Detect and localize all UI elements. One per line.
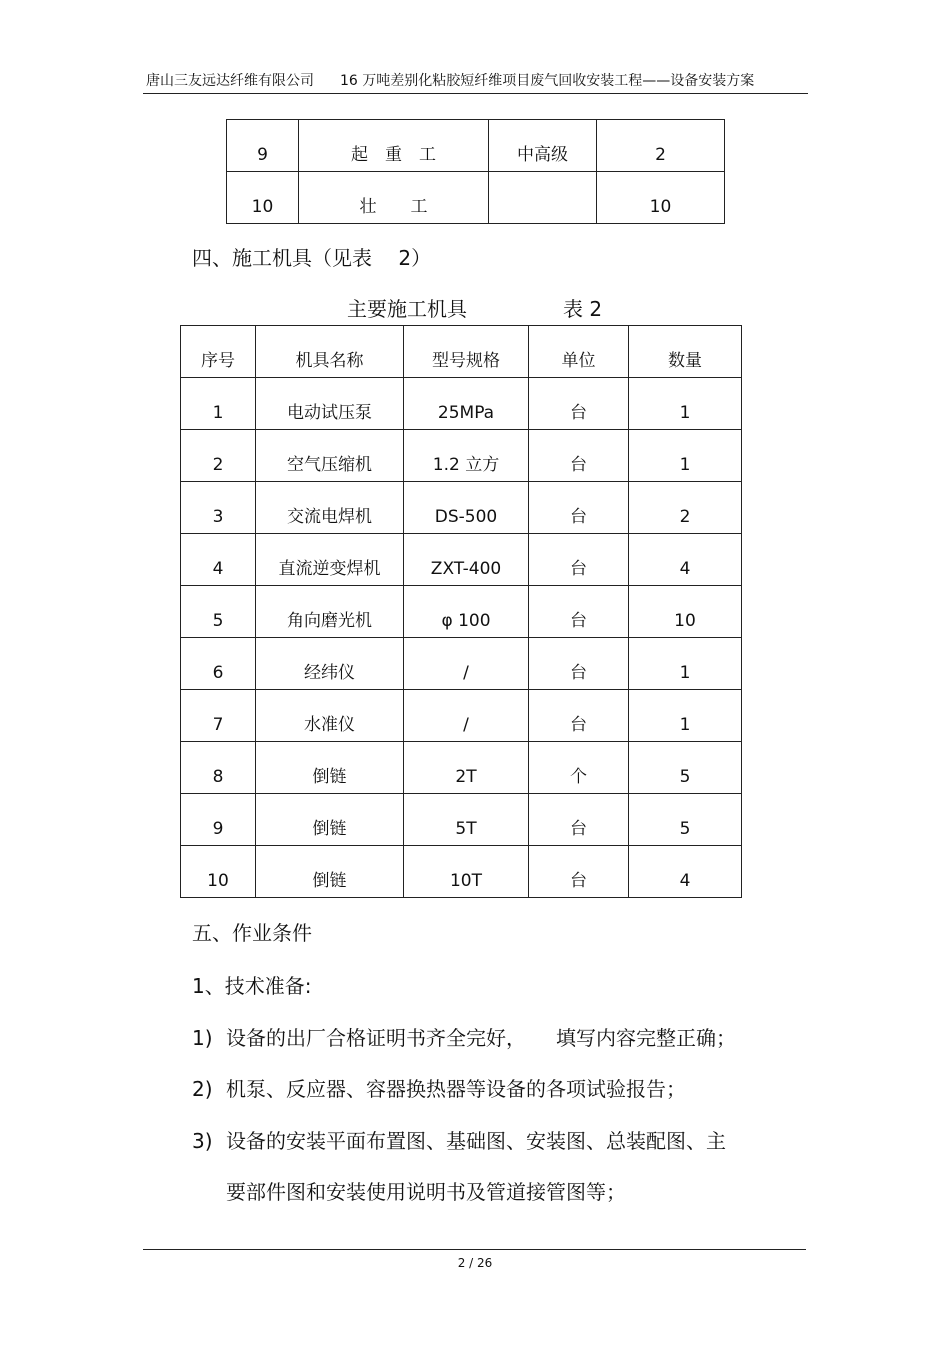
- table-2-title: 主要施工机具: [347, 297, 467, 321]
- table-row: [181, 690, 742, 742]
- header-project-title: 16 万吨差别化粘胶短纤维项目废气回收安装工程——设备安装方案: [340, 73, 755, 89]
- table-cell: 起 重 工: [299, 120, 489, 172]
- table-cell: 台: [529, 430, 629, 482]
- list-item-continuation: 要部件图和安装使用说明书及管道接管图等；: [226, 1180, 626, 1204]
- table-cell: 3: [181, 482, 256, 534]
- table-cell: 9: [227, 120, 299, 172]
- table-cell: 电动试压泵: [256, 378, 404, 430]
- table-cell: 4: [181, 534, 256, 586]
- table-cell: 5: [629, 742, 742, 794]
- table-row: [181, 534, 742, 586]
- table-row: [181, 430, 742, 482]
- column-header: 型号规格: [404, 326, 529, 378]
- table-cell: 7: [181, 690, 256, 742]
- list-item: [192, 1022, 736, 1051]
- footer-divider: [143, 1249, 806, 1250]
- column-header: 单位: [529, 326, 629, 378]
- table-cell: 倒链: [256, 742, 404, 794]
- table-cell: 9: [181, 794, 256, 846]
- table-cell: 台: [529, 794, 629, 846]
- table-row: [181, 742, 742, 794]
- table-cell: 2T: [404, 742, 529, 794]
- table-cell: 台: [529, 846, 629, 898]
- table-cell: /: [404, 638, 529, 690]
- table-cell: 1: [181, 378, 256, 430]
- table-cell: 直流逆变焊机: [256, 534, 404, 586]
- table-cell: 1: [629, 690, 742, 742]
- table-cell: 台: [529, 638, 629, 690]
- table-cell: 倒链: [256, 794, 404, 846]
- list-item-number: 1): [192, 1026, 213, 1050]
- list-item: [192, 1125, 726, 1154]
- table-cell: 10: [629, 586, 742, 638]
- construction-tools-table: [180, 325, 742, 898]
- table-cell: [489, 172, 597, 224]
- table-header-row: [181, 326, 742, 378]
- table-cell: 中高级: [489, 120, 597, 172]
- table-row: [181, 378, 742, 430]
- table-cell: 5: [629, 794, 742, 846]
- table-cell: 壮 工: [299, 172, 489, 224]
- table-cell: 1.2 立方: [404, 430, 529, 482]
- table-cell: 10T: [404, 846, 529, 898]
- table-cell: 1: [629, 378, 742, 430]
- table-row: [181, 482, 742, 534]
- table-cell: 4: [629, 846, 742, 898]
- list-item-number: 3): [192, 1129, 213, 1153]
- section-4-heading: 四、施工机具（见表 2）: [192, 246, 432, 270]
- table-row: [227, 120, 725, 172]
- table-cell: 角向磨光机: [256, 586, 404, 638]
- table-cell: 2: [629, 482, 742, 534]
- table-cell: 5T: [404, 794, 529, 846]
- table-cell: 交流电焊机: [256, 482, 404, 534]
- column-header: 数量: [629, 326, 742, 378]
- section-5-heading: 五、作业条件: [192, 921, 312, 945]
- table-row: [227, 172, 725, 224]
- table-cell: 台: [529, 378, 629, 430]
- table-cell: 水准仪: [256, 690, 404, 742]
- table-cell: 经纬仪: [256, 638, 404, 690]
- table-cell: 台: [529, 690, 629, 742]
- table-cell: 个: [529, 742, 629, 794]
- column-header: 机具名称: [256, 326, 404, 378]
- list-item: [192, 1073, 686, 1102]
- table-cell: 2: [597, 120, 725, 172]
- list-item-text: 设备的出厂合格证明书齐全完好， 填写内容完整正确；: [226, 1026, 736, 1050]
- table-cell: 8: [181, 742, 256, 794]
- list-item-text: 设备的安装平面布置图、基础图、安装图、总装配图、主: [226, 1129, 726, 1153]
- header-company: 唐山三友远达纤维有限公司: [146, 73, 314, 89]
- page-number: 2 / 26: [457, 1256, 493, 1270]
- table-cell: 4: [629, 534, 742, 586]
- table-cell: 6: [181, 638, 256, 690]
- table-cell: 1: [629, 430, 742, 482]
- table-cell: 10: [227, 172, 299, 224]
- table-row: [181, 846, 742, 898]
- table-cell: 空气压缩机: [256, 430, 404, 482]
- table-cell: 10: [181, 846, 256, 898]
- personnel-table-continued: [226, 119, 725, 224]
- table-cell: 5: [181, 586, 256, 638]
- table-cell: 2: [181, 430, 256, 482]
- table-cell: ZXT-400: [404, 534, 529, 586]
- table-cell: DS-500: [404, 482, 529, 534]
- table-cell: 10: [597, 172, 725, 224]
- table-cell: 台: [529, 534, 629, 586]
- table-cell: 1: [629, 638, 742, 690]
- table-row: [181, 586, 742, 638]
- header-divider: [143, 93, 808, 94]
- column-header: 序号: [181, 326, 256, 378]
- table-cell: 台: [529, 586, 629, 638]
- table-2-label: 表 2: [563, 297, 603, 321]
- technical-prep-heading: 1、技术准备:: [192, 974, 312, 998]
- table-cell: 25MPa: [404, 378, 529, 430]
- table-cell: 台: [529, 482, 629, 534]
- table-cell: /: [404, 690, 529, 742]
- list-item-number: 2): [192, 1077, 213, 1101]
- table-cell: 倒链: [256, 846, 404, 898]
- list-item-text: 机泵、反应器、容器换热器等设备的各项试验报告；: [226, 1077, 686, 1101]
- table-row: [181, 794, 742, 846]
- table-row: [181, 638, 742, 690]
- table-cell: φ 100: [404, 586, 529, 638]
